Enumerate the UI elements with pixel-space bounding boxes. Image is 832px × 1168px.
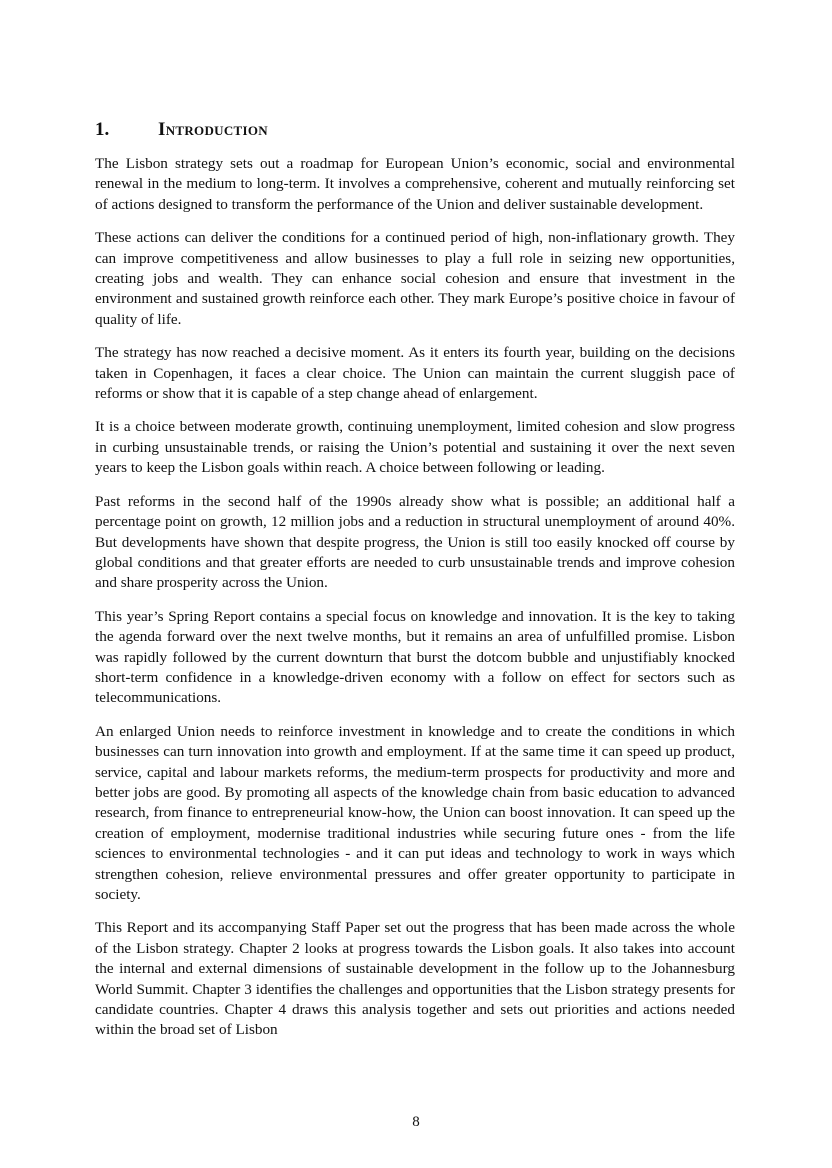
paragraph-8: This Report and its accompanying Staff Paper set out the progress that has been made across the whole of the Lisbon strategy. Chapter 2 looks at progress towards the Lisbon goals. It also takes into account the internal and external dimensions of sustainable development in the follow up to the Johannesburg World Summit. Chapter 3 identifies the challenges and opportunities that the Lisbon strategy presents for candidate countries. Chapter 4 draws this analysis together and sets out priorities and actions needed within the broad set of Lisbon <box>95 919 735 1039</box>
paragraph-3: The strategy has now reached a decisive moment. As it enters its fourth year, building on the decisions taken in Copenhagen, it faces a clear choice. The Union can maintain the current sluggish pace of reforms or show that it is capable of a step change ahead of enlargement. <box>95 344 735 403</box>
paragraph-1: The Lisbon strategy sets out a roadmap for European Union’s economic, social and environmental renewal in the medium to long-term. It involves a comprehensive, coherent and mutually reinforcing set of actions designed to transform the performance of the Union and deliver sustainable development. <box>95 155 735 213</box>
paragraph-7: An enlarged Union needs to reinforce investment in knowledge and to create the conditions in which businesses can turn innovation into growth and employment. If at the same time it can speed up product, service, capital and labour markets reforms, the medium-term prospects for productivity and more and better jobs are good. By promoting all aspects of the knowledge chain from basic education to advanced research, from finance to entrepreneurial know-how, the Union can boost innovation. It can speed up the creation of employment, modernise traditional industries while securing future ones - from the life sciences to environmental technologies - and it can put ideas and technology to work in ways which strengthen cohesion, relieve environmental pressures and offer greater opportunity to participate in society. <box>95 722 735 903</box>
page-content <box>95 118 735 1054</box>
paragraph-2: These actions can deliver the conditions for a continued period of high, non-inflationary growth. They can improve competitiveness and allow businesses to play a full role in seizing new opportunities, creating jobs and wealth. They can enhance social cohesion and ensure that investment in the environment and sustained growth reinforce each other. They mark Europe’s positive choice in favour of quality of life. <box>95 229 735 328</box>
section-title: Introduction <box>158 119 268 140</box>
paragraph-6: This year’s Spring Report contains a special focus on knowledge and innovation. It is the key to taking the agenda forward over the next twelve months, but it remains an area of unfulfilled promise. Lisbon was rapidly followed by the current downturn that burst the dotcom bubble and unjustifiably knocked short-term confidence in a knowledge-driven economy with a follow on effect for sectors such as telecommunications. <box>95 607 735 707</box>
page-number: 8 <box>412 1114 420 1130</box>
section-number: 1. <box>95 119 110 140</box>
section-heading <box>95 118 735 142</box>
paragraph-5: Past reforms in the second half of the 1990s already show what is possible; an additional half a percentage point on growth, 12 million jobs and a reduction in structural unemployment of around 40%. But developments have shown that despite progress, the Union is still too easily knocked off course by global conditions and that greater efforts are needed to curb unsustainable trends and improve cohesion and share prosperity across the Union. <box>95 492 735 592</box>
paragraph-4: It is a choice between moderate growth, continuing unemployment, limited cohesion and slow progress in curbing unsustainable trends, or raising the Union’s potential and sustaining it over the next seven years to keep the Lisbon goals within reach. A choice between following or leading. <box>95 418 735 477</box>
